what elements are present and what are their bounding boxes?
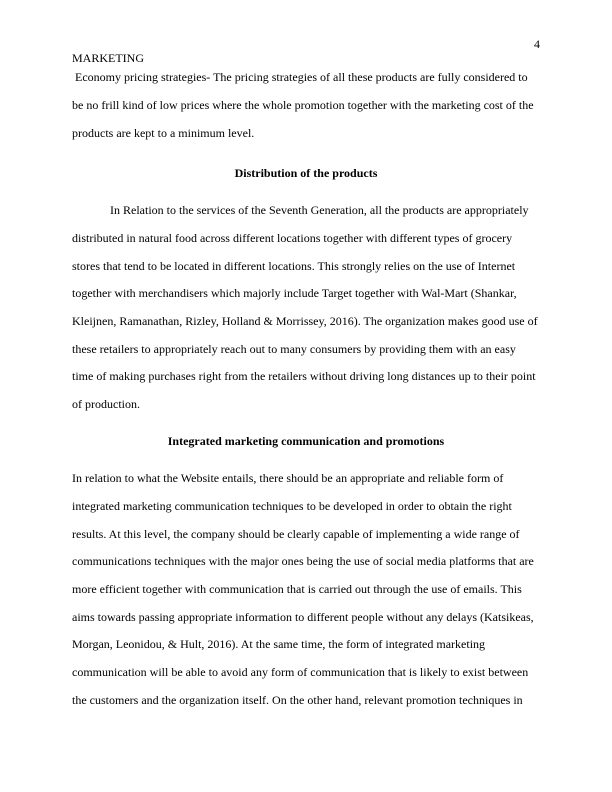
paragraph-line: results. At this level, the company should be clearly capable of implementing a wide range of <box>72 527 520 541</box>
paragraph-line: distributed in natural food across different locations together with different types of grocery <box>72 231 513 245</box>
paragraph-line: be no frill kind of low prices where the whole promotion together with the marketing cost of the <box>72 98 534 112</box>
paragraph-line: integrated marketing communication techniques to be developed in order to obtain the right <box>72 499 512 513</box>
paragraph-line: communications techniques with the major ones being the use of social media platforms that are <box>72 554 534 568</box>
paragraph-line: these retailers to appropriately reach out to many consumers by providing them with an easy <box>72 342 516 356</box>
paragraph-line: In relation to what the Website entails, there should be an appropriate and reliable form of <box>72 471 504 485</box>
paragraph-line: the customers and the organization itself. On the other hand, relevant promotion techniques in <box>72 693 523 707</box>
section-heading-distribution: Distribution of the products <box>234 166 378 180</box>
paragraph-line: communication will be able to avoid any form of communication that is likely to exist between <box>72 665 529 679</box>
paragraph-line: Kleijnen, Ramanathan, Rizley, Holland & Morrissey, 2016). The organization makes good use of <box>72 314 538 328</box>
paragraph-line: time of making purchases right from the retailers without driving long distances up to their point <box>72 369 536 383</box>
page-number: 4 <box>534 37 540 51</box>
paragraph-line: of production. <box>72 397 140 411</box>
paragraph-line: stores that tend to be located in different locations. This strongly relies on the use of Internet <box>72 259 516 273</box>
paragraph-line: together with merchandisers which majorly include Target together with Wal-Mart (Shankar, <box>72 286 517 300</box>
paragraph-line: In Relation to the services of the Seventh Generation, all the products are appropriately <box>110 203 529 217</box>
paragraph-line: Morgan, Leonidou, & Hult, 2016). At the same time, the form of integrated marketing <box>72 637 486 651</box>
section-heading-imc: Integrated marketing communication and promotions <box>167 434 445 448</box>
paragraph-line: products are kept to a minimum level. <box>72 126 255 140</box>
running-head: MARKETING <box>72 51 144 65</box>
paragraph-line: Economy pricing strategies- The pricing strategies of all these products are fully considered to <box>72 70 528 84</box>
paragraph-line: more efficient together with communication that is carried out through the use of emails. This <box>72 582 522 596</box>
paragraph-line: aims towards passing appropriate information to different people without any delays (Katsikeas, <box>72 610 534 624</box>
